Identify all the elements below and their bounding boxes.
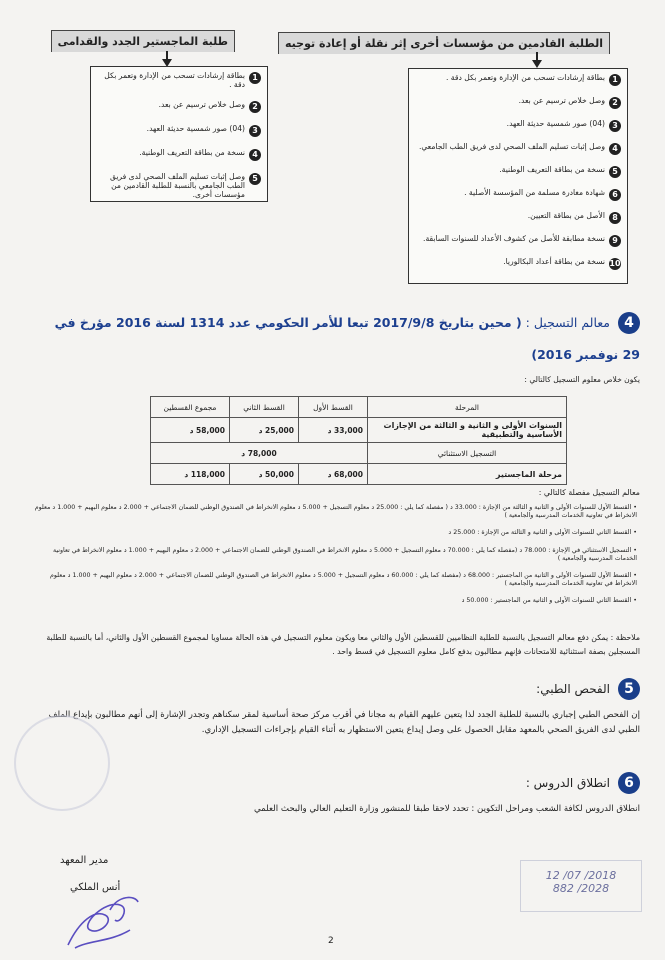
classes-text: انطلاق الدروس لكافة الشعب ومراحل التكوين : تحدد لاحقا طبقا للمنشور وزارة التعليم العالي والبحث العلمي — [254, 804, 640, 814]
table-cell: 33,000 د — [299, 418, 368, 443]
list-item — [97, 125, 261, 137]
table-cell: 25,000 د — [230, 418, 299, 443]
table-cell: 78,000 د — [151, 443, 368, 464]
item-text: بطاقة إرشادات تسحب من الإدارة وتعمر بكل دقة . — [104, 71, 245, 89]
fees-detail-heading: معالم التسجيل مفصلة كالتالي : — [538, 488, 640, 497]
fees-detail-item: • القسط الأول للسنوات الأولى و الثانية و الثالثة من الإجازة : 33.000 د ( مفصلة كما يلي : 25.000 د معلوم التسجيل + 5.000 د معلوم الانخراط في الصندوق الوطني للضمان الاجتماعي + 2.000 د معلوم البهيم + 1.000 د معلوم الانخراط في تعاونية الخدمات المدرسية والجامعية ) — [34, 504, 637, 520]
item-number-badge: 2 — [609, 97, 621, 109]
table-row — [151, 418, 567, 443]
list-item — [97, 101, 261, 113]
section-number-4: 4 — [618, 312, 640, 334]
item-text: نسخة من بطاقة أعداد البكالوريا. — [503, 257, 605, 266]
item-number-badge: 2 — [249, 101, 261, 113]
item-number-badge: 8 — [609, 212, 621, 224]
list-item — [415, 189, 621, 201]
fees-detail-text: التسجيل الاستثنائي في الإجازة : 78.000 د (مفصلة كما يلي : 70.000 د معلوم التسجيل + 5.000 د معلوم الانخراط في الصندوق الوطني للضمان الاجتماعي + 2.000 د معلوم البهيم + 1.000 د معلوم الانخراط في تعاونية الخدمات المدرسية والجامعية ) — [52, 546, 637, 562]
transfer-requirements-list — [415, 74, 621, 270]
table-row — [151, 443, 567, 464]
item-text: نسخة من بطاقة التعريف الوطنية. — [499, 165, 605, 174]
director-signature — [60, 890, 150, 952]
item-number-badge: 5 — [609, 166, 621, 178]
stamp-date: 2018/ 07/ 12 — [545, 869, 617, 882]
item-number-badge: 6 — [609, 189, 621, 201]
masters-requirements-box — [90, 66, 268, 202]
list-item — [415, 74, 621, 86]
list-item — [415, 97, 621, 109]
item-number-badge: 1 — [249, 72, 261, 84]
header-cell: المرحلة — [368, 397, 567, 418]
header-cell: القسط الأول — [299, 397, 368, 418]
fees-detail-item: • القسط الثاني للسنوات الأولى و الثانية من الماجستير : 50.000 د — [461, 597, 637, 605]
section-number-5: 5 — [618, 678, 640, 700]
fees-title-prefix: معالم التسجيل : — [525, 315, 610, 330]
institute-round-stamp — [14, 715, 110, 811]
list-item — [97, 72, 261, 89]
item-number-badge: 3 — [249, 125, 261, 137]
list-item — [415, 143, 621, 155]
section-number-6: 6 — [618, 772, 640, 794]
masters-requirements-list — [97, 72, 261, 200]
list-item — [415, 258, 621, 270]
table-cell: 118,000 د — [151, 464, 230, 485]
masters-arrow — [162, 51, 172, 67]
table-cell: مرحلة الماجستير — [368, 464, 567, 485]
item-number-badge: 9 — [609, 235, 621, 247]
fees-detail-list — [32, 504, 637, 605]
transfer-students-heading: الطلبة القادمين من مؤسسات أخرى إثر نقلة أو إعادة توجيه — [278, 32, 610, 54]
list-item — [97, 149, 261, 161]
fees-note: ملاحظة : يمكن دفع معالم التسجيل بالنسبة للطلبة النظاميين للقسطين الأول والثاني معا ويكون معلوم التسجيل في هذه الحالة مساويا لمجموع القسطين الأول والثاني، أما بالنسبة للطلبة المسجلين بصفة استثنائية للامتحانات فإنهم مطالبون بدفع كامل معلوم التسجيل في قسط واحد . — [46, 633, 640, 656]
fees-table-header-row — [151, 397, 567, 418]
fees-detail-text: القسط الثاني للسنوات الأولى و الثانية من الماجستير : 50.000 د — [461, 597, 632, 605]
fees-detail-text: القسط الأول للسنوات الأولى و الثانية من الماجستير : 68.000 د (مفصلة كما يلي : 60.000 د معلوم التسجيل + 5.000 د معلوم الانخراط في الصندوق الوطني للضمان الاجتماعي + 2.000 د معلوم البهيم + 1.000 د معلوم الانخراط في تعاونية الخدمات المدرسية والجامعية ) — [49, 571, 637, 588]
director-name: أنس الملكي — [70, 882, 121, 893]
fees-table-wrap — [150, 396, 567, 485]
item-number-badge: 4 — [609, 143, 621, 155]
item-text: وصل إثبات تسليم الملف الصحي لدى فريق الطب الجامعي. — [418, 142, 605, 151]
page-number: 2 — [328, 936, 334, 946]
transfer-arrow — [532, 52, 542, 68]
table-cell: التسجيل الاستثنائي — [368, 443, 567, 464]
item-text: شهادة مغادرة مسلمة من المؤسسة الأصلية . — [464, 188, 605, 197]
fees-detail-text: القسط الثاني للسنوات الأولى و الثانية و الثالثة من الإجازة : 25.000 د — [448, 529, 632, 537]
fees-title-main: ( محين بتاريخ 2017/9/8 تبعا للأمر الحكومي عدد 1314 لسنة 2016 مؤرخ في — [54, 315, 522, 330]
item-text: وصل خلاص ترسيم عن بعد. — [518, 96, 605, 105]
item-text: الأصل من بطاقة التعيين. — [527, 211, 605, 220]
classes-title: انطلاق الدروس : — [525, 776, 610, 790]
item-text: (04) صور شمسية حديثة العهد. — [146, 124, 245, 134]
list-item — [415, 212, 621, 224]
item-number-badge: 5 — [249, 173, 261, 185]
fees-detail-item: • القسط الأول للسنوات الأولى و الثانية من الماجستير : 68.000 د (مفصلة كما يلي : 60.000 د معلوم التسجيل + 5.000 د معلوم الانخراط في الصندوق الوطني للضمان الاجتماعي + 2.000 د معلوم البهيم + 1.000 د معلوم الانخراط في تعاونية الخدمات المدرسية والجامعية ) — [49, 571, 637, 588]
table-cell: السنوات الأولى و الثانية و الثالثة من الإجازات الأساسية والتطبيقية — [368, 418, 567, 443]
fees-title — [20, 316, 610, 330]
fees-detail-text: القسط الأول للسنوات الأولى و الثانية و الثالثة من الإجازة : 33.000 د ( مفصلة كما يلي : 25.000 د معلوم التسجيل + 5.000 د معلوم الانخراط في الصندوق الوطني للضمان الاجتماعي + 2.000 د معلوم البهيم + 1.000 د معلوم الانخراط في تعاونية الخدمات المدرسية والجامعية ) — [34, 504, 637, 520]
list-item — [415, 235, 621, 247]
item-text: وصل إثبات تسليم الملف الصحي لدى فريق الطب الجامعي بالنسبة للطلبة القادمين من مؤسسات أخرى. — [109, 172, 245, 199]
item-number-badge: 4 — [249, 149, 261, 161]
list-item — [415, 120, 621, 132]
item-number-badge: 10 — [609, 259, 621, 268]
table-cell: 68,000 د — [299, 464, 368, 485]
table-cell: 58,000 د — [151, 418, 230, 443]
director-role: مدير المعهد — [60, 855, 109, 866]
list-item — [97, 173, 261, 199]
medical-text: إن الفحص الطبي إجباري بالنسبة للطلبة الجدد لذا يتعين عليهم القيام به مجانا في أقرب مركز صحة أساسية لمقر سكناهم وتجدر الإشارة إلى أنهم مطالبون بإيداع الملف الطبي لدى الفريق الصحي بالمعهد مقابل الحصول على وصل إيداع يتعين الاستظهار به أثناء القيام بإجراءات التسجيل الإداري. — [48, 710, 640, 735]
item-text: وصل خلاص ترسيم عن بعد. — [158, 100, 245, 110]
item-number-badge: 1 — [609, 74, 621, 86]
fees-detail-item: • التسجيل الاستثنائي في الإجازة : 78.000 د (مفصلة كما يلي : 70.000 د معلوم التسجيل + 5.000 د معلوم الانخراط في الصندوق الوطني للضمان الاجتماعي + 2.000 د معلوم البهيم + 1.000 د معلوم الانخراط في تعاونية الخدمات المدرسية والجامعية ) — [52, 546, 637, 562]
table-cell: 50,000 د — [230, 464, 299, 485]
reception-stamp — [520, 860, 642, 912]
fees-table — [150, 396, 567, 485]
stamp-number: 2028/ 882 — [552, 882, 610, 895]
item-text: (04) صور شمسية حديثة العهد. — [506, 119, 605, 128]
table-row — [151, 464, 567, 485]
item-text: بطاقة إرشادات تسحب من الإدارة وتعمر بكل دقة . — [445, 73, 605, 82]
item-text: نسخة مطابقة للأصل من كشوف الأعداد للسنوات السابقة. — [423, 234, 605, 243]
header-cell: مجموع القسطين — [151, 397, 230, 418]
transfer-requirements-box — [408, 68, 628, 284]
fees-detail-item: • القسط الثاني للسنوات الأولى و الثانية و الثالثة من الإجازة : 25.000 د — [448, 529, 637, 537]
header-cell: القسط الثاني — [230, 397, 299, 418]
medical-title: الفحص الطبي: — [536, 682, 610, 696]
masters-students-heading: طلبة الماجستير الجدد والقدامى — [51, 30, 235, 52]
item-number-badge: 3 — [609, 120, 621, 132]
list-item — [415, 166, 621, 178]
item-text: نسخة من بطاقة التعريف الوطنية. — [139, 148, 245, 158]
fees-title-line2: 29 نوفمبر 2016) — [531, 347, 640, 362]
fees-intro: يكون خلاص معلوم التسجيل كالتالي : — [524, 375, 640, 384]
